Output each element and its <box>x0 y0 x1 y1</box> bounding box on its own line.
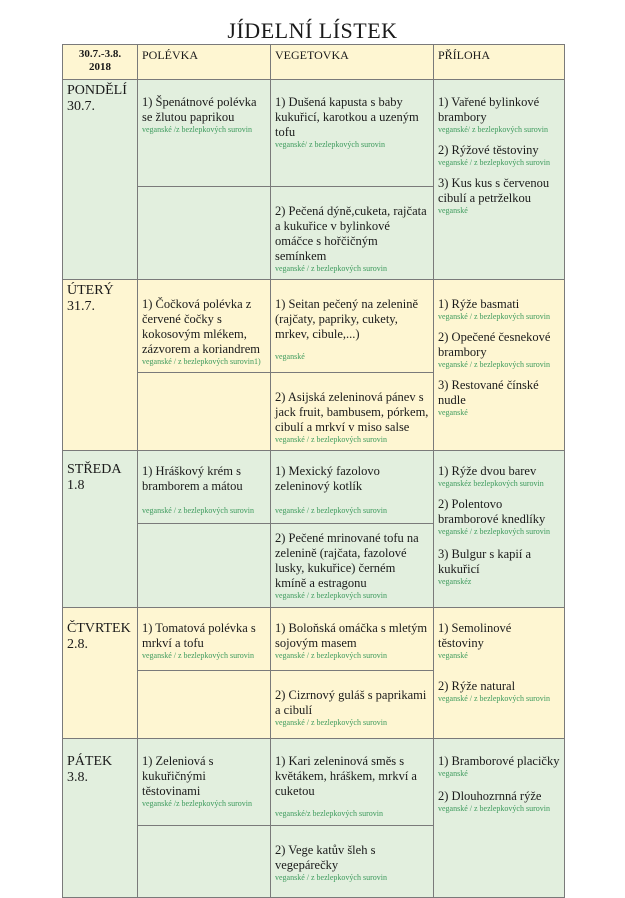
day-row-wednesday <box>63 451 565 524</box>
soup-cell <box>138 739 271 826</box>
side-cell <box>434 80 565 280</box>
day-row-tuesday <box>63 280 565 373</box>
diet-note: veganské / z bezlepkových surovin <box>275 264 387 273</box>
diet-note: veganské / z bezlepkových surovin <box>142 651 254 660</box>
day-row-thursday <box>63 608 565 671</box>
day-date: 1.8 <box>67 478 85 493</box>
day-date: 2.8. <box>67 637 88 652</box>
diet-note: veganské / z bezlepkových surovin <box>275 506 387 515</box>
soup-cell-empty <box>138 826 271 898</box>
diet-note: veganské /z bezlepkových surovin <box>142 125 252 134</box>
diet-note: veganské / z bezlepkových surovin1) <box>142 357 261 366</box>
soup-dish: 1) Čočková polévka z červené čočky s kokosovým mlékem, zázvorem a koriandrem <box>142 297 260 356</box>
day-date: 3.8. <box>67 770 88 785</box>
side-dish: 2) Polentovo bramborové knedlíky <box>438 497 546 526</box>
diet-note: veganské / z bezlepkových surovin <box>438 158 550 167</box>
day-date: 31.7. <box>67 299 95 314</box>
soup-cell-empty <box>138 187 271 280</box>
diet-note: veganské/z bezlepkových surovin <box>275 809 383 818</box>
veg-cell-2 <box>271 826 434 898</box>
diet-note: veganské <box>438 651 468 660</box>
side-dish: 1) Bramborové placičky <box>438 754 560 768</box>
diet-note: veganské <box>438 408 468 417</box>
veg-dish: 2) Vege katův šleh s vegepárečky <box>275 843 376 872</box>
soup-cell-empty <box>138 671 271 739</box>
diet-note: veganské / z bezlepkových surovin <box>142 506 254 515</box>
day-cell <box>63 451 138 608</box>
veg-dish: 2) Pečené mrinované tofu na zelenině (rajčata, fazolové lusky, kukuřice) černém kmíně a estragonu <box>275 531 419 590</box>
veg-dish: 1) Kari zeleninová směs s květákem, hráškem, mrkví a cuketou <box>275 754 417 798</box>
veg-dish: 2) Asijská zeleninová pánev s jack fruit, bambusem, pórkem, cibulí a mrkví v miso salse <box>275 390 429 434</box>
veg-cell-1 <box>271 280 434 373</box>
diet-note: veganské / z bezlepkových surovin <box>438 694 550 703</box>
diet-note: veganské / z bezlepkových surovin <box>275 591 387 600</box>
veg-dish: 2) Pečená dýně,cuketa, rajčata a kukuřice v bylinkové omáčce s hořčičným semínkem <box>275 204 427 263</box>
side-dish: 2) Dlouhozrnná rýže <box>438 789 542 803</box>
header-soup: POLÉVKA <box>138 45 271 80</box>
veg-cell-2 <box>271 671 434 739</box>
soup-cell <box>138 280 271 373</box>
veg-dish: 2) Cizrnový guláš s paprikami a cibulí <box>275 688 427 717</box>
veg-dish: 1) Mexický fazolovo zeleninový kotlík <box>275 464 380 493</box>
day-name: ÚTERÝ <box>67 283 114 298</box>
veg-cell-1 <box>271 451 434 524</box>
side-cell <box>434 608 565 739</box>
diet-note: veganské <box>438 769 468 778</box>
side-dish: 1) Rýže basmati <box>438 297 520 311</box>
side-dish: 1) Rýže dvou barev <box>438 464 537 478</box>
diet-note: veganské / z bezlepkových surovin <box>275 873 387 882</box>
day-name: PÁTEK <box>67 754 113 769</box>
header-side: PŘÍLOHA <box>434 45 565 80</box>
side-dish: 3) Bulgur s kapií a kukuřicí <box>438 547 532 576</box>
soup-dish: 1) Tomatová polévka s mrkví a tofu <box>142 621 256 650</box>
diet-note: veganské / z bezlepkových surovin <box>438 360 550 369</box>
day-cell <box>63 80 138 280</box>
soup-cell-empty <box>138 524 271 608</box>
veg-cell-1 <box>271 80 434 187</box>
diet-note: veganské / z bezlepkových surovin <box>275 651 387 660</box>
diet-note: veganské/ z bezlepkových surovin <box>275 140 385 149</box>
diet-note: veganské / z bezlepkových surovin <box>438 527 550 536</box>
side-dish: 2) Opečené česnekové brambory <box>438 330 551 359</box>
header-vegetovka: VEGETOVKA <box>271 45 434 80</box>
soup-cell <box>138 608 271 671</box>
soup-dish: 1) Špenátnové polévka se žlutou paprikou <box>142 95 257 124</box>
diet-note: veganské/ z bezlepkových surovin <box>438 125 548 134</box>
side-dish: 1) Vařené bylinkové brambory <box>438 95 540 124</box>
header-row <box>63 45 565 80</box>
veg-cell-2 <box>271 373 434 451</box>
day-name: ČTVRTEK <box>67 621 131 636</box>
day-row-monday <box>63 80 565 187</box>
menu-table <box>62 44 565 898</box>
veg-cell-2 <box>271 187 434 280</box>
day-cell <box>63 280 138 451</box>
side-cell <box>434 451 565 608</box>
veg-cell-1 <box>271 739 434 826</box>
veg-dish: 1) Boloňská omáčka s mletým sojovým masem <box>275 621 428 650</box>
day-cell <box>63 739 138 898</box>
side-dish: 2) Rýže natural <box>438 679 516 693</box>
diet-note: veganské /z bezlepkových surovin <box>142 799 252 808</box>
diet-note: veganské <box>275 352 305 361</box>
side-dish: 3) Kus kus s červenou cibulí a petrželkou <box>438 176 550 205</box>
header-date-range: 30.7.-3.8. 2018 <box>63 45 138 80</box>
diet-note: veganskéz bezlepkových surovin <box>438 479 544 488</box>
soup-dish: 1) Zeleniová s kukuřičnými těstovinami <box>142 754 214 798</box>
veg-cell-2 <box>271 524 434 608</box>
side-dish: 3) Restované čínské nudle <box>438 378 539 407</box>
diet-note: veganské / z bezlepkových surovin <box>438 312 550 321</box>
soup-cell <box>138 451 271 524</box>
diet-note: veganské / z bezlepkových surovin <box>275 435 387 444</box>
day-cell <box>63 608 138 739</box>
page-title: JÍDELNÍ LÍSTEK <box>227 18 398 43</box>
soup-dish: 1) Hráškový krém s bramborem a mátou <box>142 464 243 493</box>
day-date: 30.7. <box>67 99 95 114</box>
diet-note: veganskéz <box>438 577 472 586</box>
side-cell <box>434 280 565 451</box>
day-name: PONDĚLÍ <box>67 83 127 98</box>
diet-note: veganské / z bezlepkových surovin <box>275 718 387 727</box>
veg-dish: 1) Seitan pečený na zelenině (rajčaty, papriky, cukety, mrkev, cibule,...) <box>275 297 418 341</box>
diet-note: veganské <box>438 206 468 215</box>
veg-dish: 1) Dušená kapusta s baby kukuřicí, karotkou a uzeným tofu <box>275 95 419 139</box>
soup-cell-empty <box>138 373 271 451</box>
veg-cell-1 <box>271 608 434 671</box>
soup-cell <box>138 80 271 187</box>
side-cell <box>434 739 565 898</box>
side-dish: 2) Rýžové těstoviny <box>438 143 539 157</box>
day-row-friday <box>63 739 565 826</box>
diet-note: veganské / z bezlepkových surovin <box>438 804 550 813</box>
day-name: STŘEDA <box>67 462 122 477</box>
side-dish: 1) Semolinové těstoviny <box>438 621 512 650</box>
